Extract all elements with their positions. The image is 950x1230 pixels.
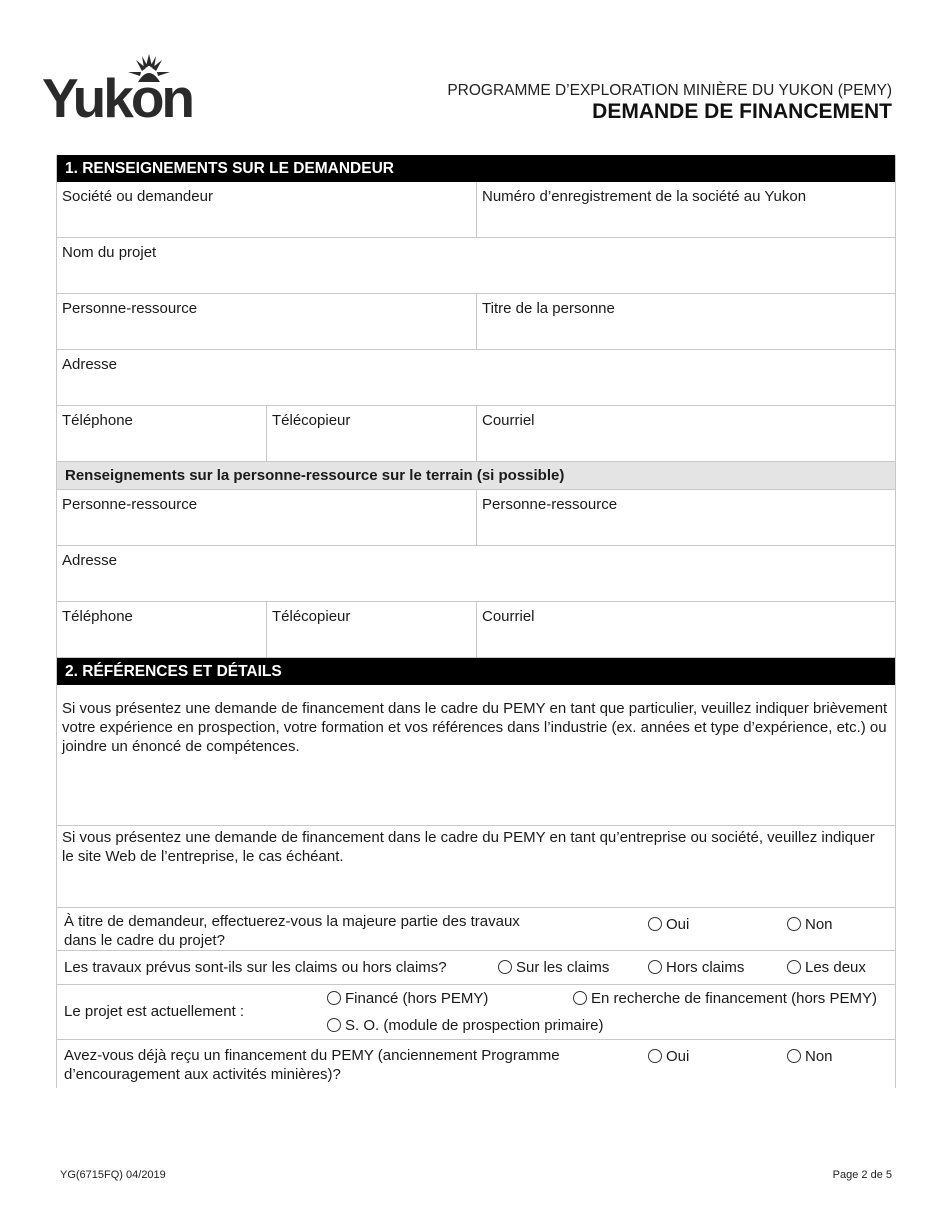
field-email-label: Courriel (482, 608, 535, 625)
q1-no-label: Non (805, 916, 833, 933)
address-label: Adresse (62, 356, 118, 373)
radio-icon[interactable] (498, 960, 512, 974)
radio-icon[interactable] (648, 917, 662, 931)
q3-funded-option[interactable] (327, 990, 488, 1007)
row-company (57, 182, 895, 238)
field-fax-label: Télécopieur (272, 608, 351, 625)
form-code: YG(6715FQ) 04/2019 (60, 1169, 166, 1181)
q1-line2: dans le cadre du projet? (64, 932, 225, 949)
experience-field[interactable] (57, 685, 895, 826)
row-project (57, 238, 895, 294)
email-label: Courriel (482, 412, 535, 429)
radio-icon[interactable] (648, 960, 662, 974)
q3-na-option[interactable] (327, 1017, 603, 1034)
field-contact-2-field[interactable] (476, 490, 895, 545)
q1-line1: À titre de demandeur, effectuerez-vous la majeure partie des travaux (64, 913, 520, 930)
row-field-contact (57, 490, 895, 546)
row-phone (57, 406, 895, 462)
question-claims (57, 951, 895, 985)
q2-on-claims-label: Sur les claims (516, 959, 610, 976)
section-1-heading: 1. RENSEIGNEMENTS SUR LE DEMANDEUR (57, 155, 895, 182)
q4-line2: d’encouragement aux activités minières)? (64, 1066, 341, 1083)
q1-no-option[interactable] (787, 916, 833, 933)
radio-icon[interactable] (787, 960, 801, 974)
page-number: Page 2 de 5 (832, 1169, 892, 1181)
q3-na-label: S. O. (module de prospection primaire) (345, 1017, 604, 1034)
radio-icon[interactable] (573, 991, 587, 1005)
field-contact-heading: Renseignements sur la personne-ressource sur le terrain (si possible) (57, 462, 895, 490)
q2-off-claims-label: Hors claims (666, 959, 745, 976)
row-field-phone (57, 602, 895, 658)
radio-icon[interactable] (648, 1049, 662, 1063)
field-address-field[interactable] (57, 546, 895, 601)
q3-funded-label: Financé (hors PEMY) (345, 990, 489, 1007)
section-2-heading: 2. RÉFÉRENCES ET DÉTAILS (57, 658, 895, 685)
field-phone-field[interactable] (57, 602, 266, 657)
question-prior-funding (57, 1040, 895, 1088)
q2-off-claims-option[interactable] (648, 959, 744, 976)
row-field-address (57, 546, 895, 602)
q2-text: Les travaux prévus sont-ils sur les claims ou hors claims? (64, 959, 447, 976)
email-field[interactable] (476, 406, 895, 461)
radio-icon[interactable] (787, 1049, 801, 1063)
field-contact-field[interactable] (57, 490, 476, 545)
website-field[interactable] (57, 826, 895, 908)
field-email-field[interactable] (476, 602, 895, 657)
fax-field[interactable] (266, 406, 476, 461)
address-field[interactable] (57, 350, 895, 405)
application-form (56, 155, 896, 1088)
radio-icon[interactable] (787, 917, 801, 931)
row-address (57, 350, 895, 406)
q4-yes-option[interactable] (648, 1048, 689, 1065)
question-majority-work (57, 908, 895, 951)
q3-text: Le projet est actuellement : (64, 1003, 245, 1020)
q1-yes-label: Oui (666, 916, 690, 933)
q4-no-option[interactable] (787, 1048, 833, 1065)
phone-field[interactable] (57, 406, 266, 461)
company-label: Société ou demandeur (62, 188, 213, 205)
contact-title-label: Titre de la personne (482, 300, 615, 317)
page-title: DEMANDE DE FINANCEMENT (592, 100, 892, 123)
q3-seeking-option[interactable] (573, 990, 877, 1007)
q2-both-label: Les deux (805, 959, 866, 976)
phone-label: Téléphone (62, 412, 133, 429)
row-contact (57, 294, 895, 350)
q4-no-label: Non (805, 1048, 833, 1065)
logo-wordmark: Yukon (42, 67, 193, 129)
field-fax-field[interactable] (266, 602, 476, 657)
field-phone-label: Téléphone (62, 608, 133, 625)
project-name-label: Nom du projet (62, 244, 157, 261)
radio-icon[interactable] (327, 1018, 341, 1032)
radio-icon[interactable] (327, 991, 341, 1005)
website-instructions: Si vous présentez une demande de financement dans le cadre du PEMY en tant qu’entreprise ou société, veuillez indiquer le site Web de l’entreprise, le cas échéant. (62, 829, 875, 865)
contact-field[interactable] (57, 294, 476, 349)
fax-label: Télécopieur (272, 412, 351, 429)
experience-instructions: Si vous présentez une demande de financement dans le cadre du PEMY en tant que particulier, veuillez indiquer brièvement votre expérience en prospection, votre formation et vos références dans l’industrie (ex. années et type d’expérience, etc.) ou joindre un énoncé de compétences. (62, 700, 888, 755)
program-name: PROGRAMME D’EXPLORATION MINIÈRE DU YUKON (PEMY) (447, 82, 892, 99)
q2-on-claims-option[interactable] (498, 959, 609, 976)
project-name-field[interactable] (57, 238, 895, 293)
field-contact-label: Personne-ressource (62, 496, 198, 513)
contact-label: Personne-ressource (62, 300, 198, 317)
yukon-logo (42, 52, 202, 129)
field-contact-2-label: Personne-ressource (482, 496, 618, 513)
q4-line1: Avez-vous déjà reçu un financement du PEMY (anciennement Programme (64, 1047, 560, 1064)
company-field[interactable] (57, 182, 476, 237)
contact-title-field[interactable] (476, 294, 895, 349)
q3-seeking-label: En recherche de financement (hors PEMY) (591, 990, 877, 1007)
field-address-label: Adresse (62, 552, 118, 569)
registration-label: Numéro d’enregistrement de la société au Yukon (482, 188, 807, 205)
q2-both-option[interactable] (787, 959, 866, 976)
q1-yes-option[interactable] (648, 916, 689, 933)
q4-yes-label: Oui (666, 1048, 690, 1065)
registration-field[interactable] (476, 182, 895, 237)
question-project-status (57, 985, 895, 1040)
